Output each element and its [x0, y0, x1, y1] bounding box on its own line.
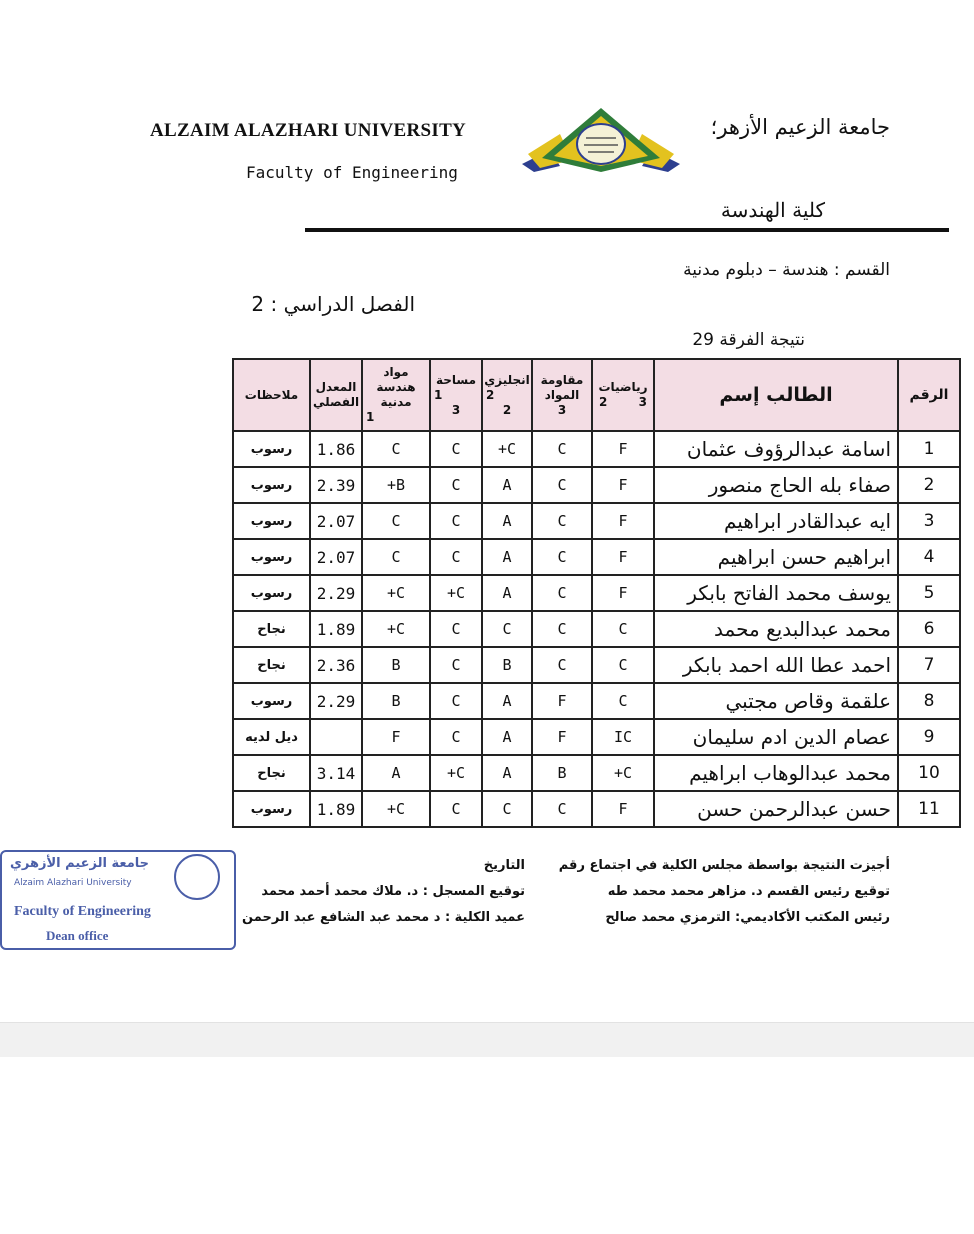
header-survey-title: مساحة — [435, 372, 477, 387]
cell-survey: C — [430, 467, 482, 503]
stamp-line-2: Alzaim Alazhari University — [14, 878, 132, 888]
header-math — [592, 359, 654, 431]
dean-signature: عميد الكلية : د محمد عبد الشافع عبد الرحمن — [242, 910, 525, 925]
table-row — [233, 755, 960, 791]
cell-gpa: 1.86 — [310, 431, 362, 467]
cell-note: رسوب — [233, 539, 310, 575]
header-english-title: انجليزي — [484, 372, 530, 387]
table-row — [233, 503, 960, 539]
cell-num: 1 — [898, 431, 960, 467]
cell-materials: C — [532, 431, 592, 467]
cell-name: عصام الدين ادم سليمان — [654, 719, 898, 755]
cell-note: رسوب — [233, 683, 310, 719]
head-of-department-signature: توقيع رئيس القسم د. مزاهر محمد محمد طه — [607, 884, 890, 899]
cell-note: رسوب — [233, 575, 310, 611]
cell-math: IC — [592, 719, 654, 755]
cell-note: رسوب — [233, 791, 310, 827]
cell-civil: B+ — [362, 467, 430, 503]
cell-english: A — [482, 503, 532, 539]
cell-survey: C — [430, 431, 482, 467]
cell-gpa: 2.39 — [310, 467, 362, 503]
table-row — [233, 611, 960, 647]
cell-name: اسامة عبدالرؤوف عثمان — [654, 431, 898, 467]
table-row — [233, 467, 960, 503]
stamp-line-4: Dean office — [46, 928, 109, 943]
cell-name: محمد عبدالبديع محمد — [654, 611, 898, 647]
cell-name: علقمة وقاص مجتبي — [654, 683, 898, 719]
cell-math: F — [592, 503, 654, 539]
batch-result-label: نتيجة الفرقة 29 — [692, 330, 805, 350]
cell-gpa: 2.29 — [310, 575, 362, 611]
cell-math: F — [592, 575, 654, 611]
table-row — [233, 575, 960, 611]
header-materials-hours: 3 — [557, 402, 567, 417]
cell-math: F — [592, 791, 654, 827]
header-math-hours: 3 — [638, 395, 647, 409]
cell-civil: C+ — [362, 611, 430, 647]
academic-office-head: رئيس المكتب الأكاديمي: الترمزي محمد صالح — [605, 910, 890, 925]
cell-survey: C — [430, 683, 482, 719]
header-english-level: 2 — [486, 387, 495, 402]
cell-civil: C — [362, 539, 430, 575]
header-survey-level: 1 — [434, 387, 443, 402]
cell-math: C — [592, 611, 654, 647]
cell-materials: C — [532, 791, 592, 827]
stamp-line-1: جامعة الزعيم الأزهري — [10, 856, 150, 871]
cell-materials: C — [532, 611, 592, 647]
cell-materials: C — [532, 647, 592, 683]
cell-english: A — [482, 575, 532, 611]
cell-num: 3 — [898, 503, 960, 539]
cell-english: C — [482, 791, 532, 827]
cell-name: يوسف محمد الفاتح بابكر — [654, 575, 898, 611]
cell-num: 6 — [898, 611, 960, 647]
header-materials-title: مقاومة المواد — [540, 372, 584, 402]
faculty-name-ar: كلية الهندسة — [720, 198, 825, 222]
cell-materials: F — [532, 683, 592, 719]
cell-gpa — [310, 719, 362, 755]
approval-text: أجيزت النتيجة بواسطة مجلس الكلية في اجتماع رقم — [558, 858, 890, 873]
cell-gpa: 2.36 — [310, 647, 362, 683]
cell-math: C+ — [592, 755, 654, 791]
faculty-name-en: Faculty of Engineering — [246, 163, 458, 182]
cell-name: حسن عبدالرحمن حسن — [654, 791, 898, 827]
university-logo — [520, 106, 682, 174]
semester-label: الفصل الدراسي : 2 — [251, 292, 415, 316]
cell-civil: B — [362, 647, 430, 683]
cell-note: نجاح — [233, 647, 310, 683]
cell-num: 4 — [898, 539, 960, 575]
bottom-band — [0, 1022, 974, 1057]
table-header-row — [233, 359, 960, 431]
cell-name: احمد عطا الله احمد بابكر — [654, 647, 898, 683]
cell-note: نجاح — [233, 755, 310, 791]
cell-survey: C+ — [430, 575, 482, 611]
table-row — [233, 791, 960, 827]
header-english — [482, 359, 532, 431]
cell-english: A — [482, 755, 532, 791]
cell-name: ابراهيم حسن ابراهيم — [654, 539, 898, 575]
cell-math: F — [592, 539, 654, 575]
cell-num: 7 — [898, 647, 960, 683]
department-label: القسم : هندسة – دبلوم مدنية — [683, 260, 890, 280]
cell-note: رسوب — [233, 503, 310, 539]
cell-gpa: 2.07 — [310, 503, 362, 539]
cell-civil: C — [362, 503, 430, 539]
cell-num: 5 — [898, 575, 960, 611]
cell-civil: C+ — [362, 791, 430, 827]
cell-note: رسوب — [233, 467, 310, 503]
cell-math: F — [592, 431, 654, 467]
table-row — [233, 719, 960, 755]
university-name-en: ALZAIM ALAZHARI UNIVERSITY — [150, 120, 467, 141]
cell-name: محمد عبدالوهاب ابراهيم — [654, 755, 898, 791]
table-row — [233, 431, 960, 467]
cell-gpa: 2.29 — [310, 683, 362, 719]
cell-survey: C — [430, 647, 482, 683]
cell-name: ايه عبدالقادر ابراهيم — [654, 503, 898, 539]
cell-num: 2 — [898, 467, 960, 503]
header-name: الطالب إسم — [654, 359, 898, 431]
cell-survey: C — [430, 791, 482, 827]
cell-num: 8 — [898, 683, 960, 719]
cell-english: A — [482, 683, 532, 719]
cell-num: 10 — [898, 755, 960, 791]
header-civil-level: 1 — [366, 410, 375, 424]
header-civil-title: مواد هندسة مدنية — [376, 365, 416, 409]
header-survey — [430, 359, 482, 431]
header-divider — [305, 228, 949, 232]
table-row — [233, 647, 960, 683]
cell-materials: C — [532, 467, 592, 503]
table-row — [233, 683, 960, 719]
cell-materials: F — [532, 719, 592, 755]
cell-civil: F — [362, 719, 430, 755]
header-survey-hours: 3 — [451, 402, 461, 417]
cell-math: C — [592, 683, 654, 719]
header-english-hours: 2 — [502, 402, 512, 417]
cell-math: F — [592, 467, 654, 503]
header-math-title: رياضيات — [598, 380, 648, 394]
cell-num: 9 — [898, 719, 960, 755]
cell-english: A — [482, 719, 532, 755]
table-row — [233, 539, 960, 575]
cell-name: صفاء بله الحاج منصور — [654, 467, 898, 503]
cell-math: C — [592, 647, 654, 683]
cell-gpa: 2.07 — [310, 539, 362, 575]
cell-english: A — [482, 467, 532, 503]
cell-materials: C — [532, 503, 592, 539]
header-num: الرقم — [898, 359, 960, 431]
cell-english: C+ — [482, 431, 532, 467]
results-table — [232, 358, 961, 828]
cell-materials: C — [532, 539, 592, 575]
cell-survey: C — [430, 539, 482, 575]
header-civil — [362, 359, 430, 431]
cell-materials: B — [532, 755, 592, 791]
cell-survey: C — [430, 719, 482, 755]
cell-gpa: 1.89 — [310, 791, 362, 827]
cell-civil: B — [362, 683, 430, 719]
cell-survey: C — [430, 503, 482, 539]
stamp-line-3: Faculty of Engineering — [14, 904, 151, 919]
cell-civil: A — [362, 755, 430, 791]
university-name-ar: جامعة الزعيم الأزهر؛ — [710, 115, 890, 139]
cell-english: B — [482, 647, 532, 683]
cell-note: نجاح — [233, 611, 310, 647]
stamp-emblem-icon — [174, 854, 220, 900]
cell-english: C — [482, 611, 532, 647]
cell-gpa: 1.89 — [310, 611, 362, 647]
dean-office-stamp — [0, 850, 236, 950]
cell-survey: C+ — [430, 755, 482, 791]
cell-num: 11 — [898, 791, 960, 827]
header-gpa: المعدل الفصلي — [310, 359, 362, 431]
header-materials — [532, 359, 592, 431]
cell-civil: C+ — [362, 575, 430, 611]
header-notes: ملاحظات — [233, 359, 310, 431]
cell-note: ديل لديه — [233, 719, 310, 755]
header-math-level: 2 — [599, 395, 608, 409]
cell-note: رسوب — [233, 431, 310, 467]
registrar-signature: توقيع المسجل : د. ملاك محمد أحمد محمد — [261, 884, 525, 899]
date-label: التاريخ — [483, 858, 525, 873]
cell-civil: C — [362, 431, 430, 467]
cell-english: A — [482, 539, 532, 575]
cell-gpa: 3.14 — [310, 755, 362, 791]
cell-materials: C — [532, 575, 592, 611]
cell-survey: C — [430, 611, 482, 647]
